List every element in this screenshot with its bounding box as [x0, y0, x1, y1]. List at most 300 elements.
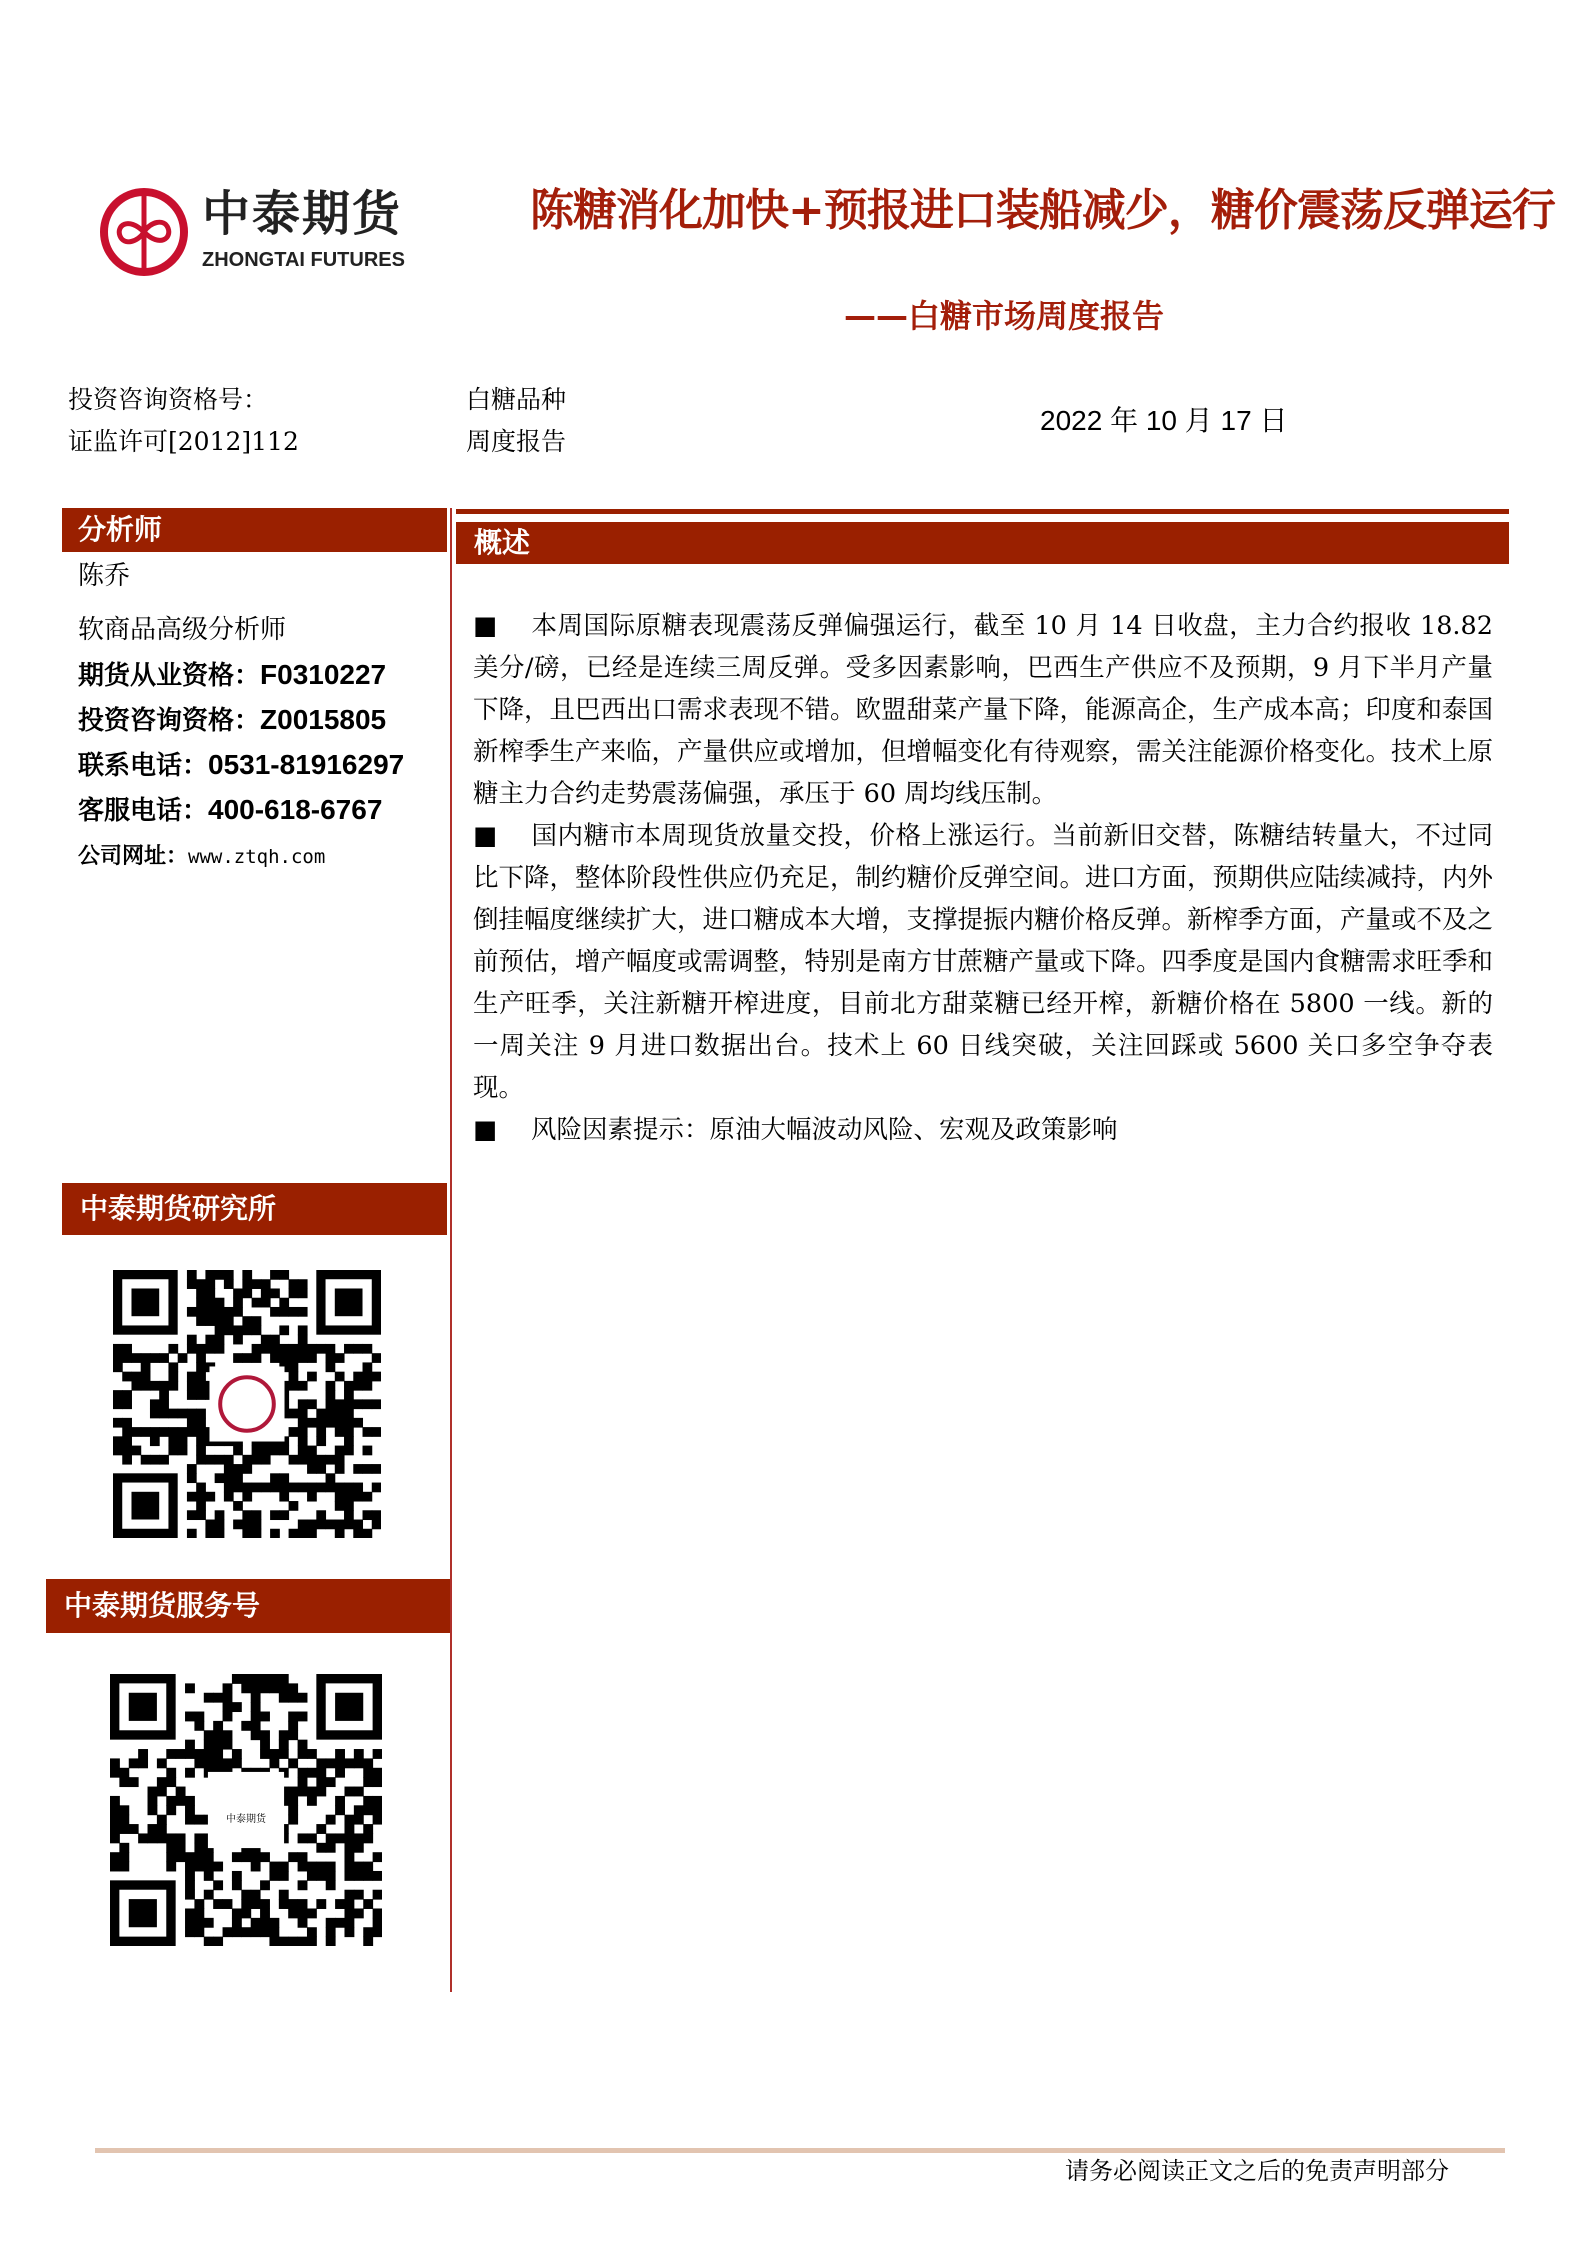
qr-module	[205, 1316, 215, 1326]
qr-module	[159, 1381, 169, 1391]
qr-module	[363, 1529, 373, 1538]
qr-module	[204, 1862, 214, 1872]
qr-module	[326, 1862, 336, 1872]
qr-module	[363, 1777, 373, 1787]
qr-module	[122, 1353, 132, 1363]
qr-module	[232, 1880, 242, 1890]
qr-module	[131, 1288, 159, 1316]
qr-module	[344, 1927, 354, 1937]
qr-module	[251, 1730, 261, 1740]
qr-module	[261, 1335, 271, 1345]
qr-module	[223, 1899, 233, 1909]
qr-module	[279, 1683, 289, 1693]
overview-heading: 概述	[456, 522, 1509, 564]
qr-module	[335, 1749, 345, 1759]
qr-module	[344, 1862, 354, 1872]
qr-module	[373, 1871, 382, 1881]
qr-module	[110, 1768, 120, 1778]
qr-module	[260, 1683, 270, 1693]
qr-module	[204, 1852, 214, 1862]
qr-module	[185, 1749, 195, 1759]
qr-module	[205, 1492, 215, 1502]
qr-module	[196, 1307, 206, 1317]
qr-module	[344, 1758, 354, 1768]
qr-module	[176, 1843, 186, 1853]
qr-module	[185, 1852, 195, 1862]
qr-module	[344, 1787, 354, 1797]
logo-text-en: ZHONGTAI FUTURES	[202, 249, 405, 271]
qr-module	[110, 1833, 120, 1843]
qr-module	[363, 1344, 373, 1354]
qr-module	[335, 1446, 345, 1456]
qr-module	[113, 1418, 123, 1428]
qr-module	[316, 1824, 326, 1834]
qr-module	[307, 1372, 317, 1382]
qr-module	[316, 1768, 326, 1778]
qr-module	[269, 1937, 279, 1946]
qr-module	[298, 1693, 308, 1703]
qr-module	[316, 1427, 326, 1437]
qr-module	[354, 1908, 364, 1918]
qr-module	[363, 1805, 373, 1815]
qr-module	[269, 1683, 279, 1693]
qr-module	[260, 1880, 270, 1890]
qr-module	[298, 1399, 308, 1409]
qr-module	[110, 1805, 120, 1815]
qr-module	[113, 1353, 123, 1363]
qr-module	[119, 1852, 129, 1862]
qr-module	[150, 1409, 160, 1419]
qr-module	[194, 1908, 204, 1918]
qr-module	[298, 1899, 308, 1909]
qr-module	[289, 1455, 299, 1465]
qr-module	[187, 1335, 197, 1345]
qr-module	[260, 1908, 270, 1918]
qr-module	[353, 1381, 363, 1391]
institute-heading: 中泰期货研究所	[62, 1183, 447, 1235]
qr-module	[335, 1758, 345, 1768]
qr-module	[354, 1815, 364, 1825]
service-heading: 中泰期货服务号	[46, 1579, 450, 1633]
qr-module	[176, 1852, 186, 1862]
qr-module	[215, 1298, 225, 1308]
qr-module	[251, 1702, 261, 1712]
qr-module	[288, 1796, 298, 1806]
qr-module	[157, 1787, 167, 1797]
qr-module	[326, 1918, 336, 1928]
qr-module	[261, 1298, 271, 1308]
qr-module	[129, 1899, 157, 1927]
qr-module	[288, 1815, 298, 1825]
qr-module	[242, 1316, 252, 1326]
qr-module	[270, 1344, 280, 1354]
qr-module	[335, 1483, 345, 1493]
institute-qr-code	[113, 1270, 381, 1538]
qr-module	[344, 1390, 354, 1400]
qr-module	[196, 1353, 206, 1363]
qr-module	[215, 1344, 225, 1354]
qr-module	[344, 1409, 354, 1419]
qr-module	[288, 1712, 298, 1722]
qr-module	[261, 1446, 271, 1456]
qr-module	[252, 1455, 262, 1465]
qr-module	[289, 1483, 299, 1493]
qr-module	[298, 1418, 308, 1428]
qr-module	[307, 1455, 317, 1465]
qr-module	[270, 1335, 280, 1345]
paragraph-text: 风险因素提示：原油大幅波动风险、宏观及政策影响	[531, 1115, 1118, 1145]
footer-disclaimer: 请务必阅读正文之后的免责声明部分	[1065, 2157, 1449, 2185]
qr-module	[122, 1427, 132, 1437]
qr-module	[194, 1862, 204, 1872]
futures-label: 期货从业资格：	[78, 661, 261, 691]
qr-module	[129, 1758, 139, 1768]
qr-module	[131, 1492, 159, 1520]
qr-module	[344, 1344, 354, 1354]
qr-module	[119, 1805, 129, 1815]
qr-module	[373, 1796, 382, 1806]
qr-module	[110, 1796, 120, 1806]
qr-module	[150, 1455, 160, 1465]
qr-module	[363, 1871, 373, 1881]
qr-module	[335, 1768, 345, 1778]
qr-module	[233, 1464, 243, 1474]
qr-module	[270, 1270, 280, 1280]
qr-module	[196, 1446, 206, 1456]
qr-module	[213, 1693, 223, 1703]
qr-module	[344, 1890, 354, 1900]
qr-module	[270, 1483, 280, 1493]
qr-module	[178, 1353, 188, 1363]
qr-module	[260, 1730, 270, 1740]
qr-module	[353, 1418, 363, 1428]
qr-module	[148, 1796, 158, 1806]
qr-module	[196, 1372, 206, 1382]
qr-module	[251, 1674, 261, 1684]
qr-module	[242, 1270, 252, 1280]
qr-module	[223, 1683, 233, 1693]
qr-module	[204, 1758, 214, 1768]
qr-module	[363, 1768, 373, 1778]
qr-module	[307, 1787, 317, 1797]
qr-module	[224, 1307, 234, 1317]
bullet-icon: ■	[473, 821, 498, 851]
qr-module	[261, 1288, 271, 1298]
qr-module	[269, 1918, 279, 1928]
qr-module	[307, 1399, 317, 1409]
qr-module	[316, 1436, 326, 1446]
qr-module	[141, 1455, 151, 1465]
qr-module	[138, 1758, 148, 1768]
qr-module	[326, 1843, 336, 1853]
qr-module	[373, 1777, 382, 1787]
qr-module	[354, 1758, 364, 1768]
qr-module	[344, 1418, 354, 1428]
qr-module	[159, 1353, 169, 1363]
qr-module	[298, 1740, 308, 1750]
qr-module	[326, 1418, 336, 1428]
qr-module	[241, 1899, 251, 1909]
qr-module	[279, 1446, 289, 1456]
qr-module	[187, 1529, 197, 1538]
qr-module	[131, 1353, 141, 1363]
qr-module	[316, 1758, 326, 1768]
qr-module	[252, 1520, 262, 1530]
qr-module	[279, 1473, 289, 1483]
qr-module	[270, 1529, 280, 1538]
qr-module	[288, 1805, 298, 1815]
qr-module	[344, 1501, 354, 1511]
qr-module	[354, 1843, 364, 1853]
qr-module	[223, 1693, 233, 1703]
qr-module	[168, 1372, 178, 1382]
qr-module	[168, 1446, 178, 1456]
qr-module	[204, 1871, 214, 1881]
qr-module	[279, 1674, 289, 1684]
qr-module	[298, 1918, 308, 1928]
qr-module	[241, 1908, 251, 1918]
qr-module	[252, 1325, 262, 1335]
qr-module	[307, 1344, 317, 1354]
qr-module	[196, 1427, 206, 1437]
overview-paragraph	[473, 815, 1493, 1109]
qr-module	[187, 1279, 197, 1289]
qr-module	[288, 1693, 298, 1703]
qr-module	[122, 1390, 132, 1400]
qr-module	[373, 1768, 382, 1778]
qr-module	[168, 1436, 178, 1446]
qr-module	[326, 1520, 336, 1530]
qr-module	[372, 1353, 381, 1363]
paragraph-text: 国内糖市本周现货放量交投，价格上涨运行。当前新旧交替，陈糖结转量大，不过同比下降，整体阶段性供应仍充足，制约糖价反弹空间。进口方面，预期供应陆续减持，内外倒挂幅度继续扩大，进口糖成本大增，支撑提振内糖价格反弹。新榨季方面，产量或不及之前预估，增产幅度或需调整，特别是南方甘蔗糖产量或下降。四季度是国内食糖需求旺季和生产旺季，关注新糖开榨进度，目前北方甜菜糖已经开榨，新糖价格在 5800 一线。新的一周关注 9 月进口数据出台。技术上 60 日线突破，关注回踩或 5600 关口多空争夺表现。	[473, 821, 1494, 1103]
qr-module	[185, 1862, 195, 1872]
qr-module	[335, 1353, 345, 1363]
analyst-title: 软商品高级分析师	[78, 615, 287, 645]
qr-module	[326, 1399, 336, 1409]
qr-module	[157, 1815, 167, 1825]
qr-module	[251, 1918, 261, 1928]
phone-value: 0531-81916297	[208, 749, 405, 780]
qr-module	[298, 1325, 308, 1335]
qr-module	[224, 1473, 234, 1483]
qr-module	[298, 1427, 308, 1437]
overview-paragraph	[473, 1109, 1493, 1151]
bullet-icon: ■	[473, 1115, 498, 1145]
qr-module	[148, 1824, 158, 1834]
qr-module	[166, 1833, 176, 1843]
qr-module	[353, 1529, 363, 1538]
qr-module	[289, 1529, 299, 1538]
qr-module	[224, 1483, 234, 1493]
qr-module	[150, 1399, 160, 1409]
qr-module	[279, 1937, 289, 1946]
qr-module	[131, 1427, 141, 1437]
qr-module	[326, 1927, 336, 1937]
qr-module	[307, 1353, 317, 1363]
qr-module	[215, 1270, 225, 1280]
qr-module	[298, 1483, 308, 1493]
qr-module	[196, 1409, 206, 1419]
qr-module	[194, 1758, 204, 1768]
qr-module	[372, 1399, 381, 1409]
qr-module	[307, 1446, 317, 1456]
qr-module	[344, 1381, 354, 1391]
qr-module	[131, 1381, 141, 1391]
qr-module	[242, 1279, 252, 1289]
qr-module	[215, 1307, 225, 1317]
qr-module	[113, 1446, 123, 1456]
qr-module	[363, 1927, 373, 1937]
qr-module	[288, 1908, 298, 1918]
qr-module	[353, 1344, 363, 1354]
qr-module	[129, 1693, 157, 1721]
qr-module	[178, 1446, 188, 1456]
qr-module	[270, 1510, 280, 1520]
qr-module	[298, 1768, 308, 1778]
qr-module	[335, 1409, 345, 1419]
qr-module	[252, 1279, 262, 1289]
qr-module	[252, 1353, 262, 1363]
qr-module	[316, 1520, 326, 1530]
qr-module	[204, 1890, 214, 1900]
qr-module	[215, 1520, 225, 1530]
analyst-heading: 分析师	[62, 508, 447, 552]
qr-module	[129, 1824, 139, 1834]
qr-module	[307, 1483, 317, 1493]
qr-module	[196, 1510, 206, 1520]
qr-module	[373, 1890, 382, 1900]
logo-text-cn: 中泰期货	[202, 186, 403, 242]
qr-module	[166, 1862, 176, 1872]
qr-module	[354, 1833, 364, 1843]
qr-module	[157, 1824, 167, 1834]
qr-module	[289, 1344, 299, 1354]
qr-module	[242, 1510, 252, 1520]
qr-module	[269, 1927, 279, 1937]
qr-module	[316, 1455, 326, 1465]
qr-module	[242, 1353, 252, 1363]
qr-center-logo-caption: 中泰期货	[212, 1780, 280, 1840]
qr-module	[316, 1483, 326, 1493]
qr-module	[223, 1730, 233, 1740]
qr-module	[269, 1758, 279, 1768]
qr-module	[205, 1279, 215, 1289]
qr-module	[307, 1833, 317, 1843]
qr-module	[353, 1520, 363, 1530]
qr-module	[176, 1749, 186, 1759]
qr-module	[196, 1455, 206, 1465]
qr-module	[372, 1372, 381, 1382]
qr-module	[110, 1862, 120, 1872]
consult-label: 投资咨询资格：	[78, 706, 261, 736]
qr-module	[187, 1381, 197, 1391]
qr-module	[194, 1712, 204, 1722]
qr-module	[335, 1418, 345, 1428]
qr-module	[363, 1446, 373, 1456]
qr-module	[260, 1740, 270, 1750]
web-link[interactable]: www.ztqh.com	[188, 846, 326, 868]
qr-module	[298, 1446, 308, 1456]
qr-module	[113, 1344, 123, 1354]
qr-module	[260, 1927, 270, 1937]
qr-module	[373, 1749, 382, 1759]
qr-module	[344, 1492, 354, 1502]
qr-module	[289, 1353, 299, 1363]
qr-module	[224, 1270, 234, 1280]
qr-module	[166, 1796, 176, 1806]
qr-module	[194, 1918, 204, 1928]
qr-module	[344, 1871, 354, 1881]
qr-module	[232, 1871, 242, 1881]
qr-module	[232, 1927, 242, 1937]
qr-module	[298, 1908, 308, 1918]
qr-module	[279, 1693, 289, 1703]
qr-module	[129, 1777, 139, 1787]
qr-module	[289, 1307, 299, 1317]
qr-module	[187, 1409, 197, 1419]
qr-module	[269, 1749, 279, 1759]
qr-module	[251, 1712, 261, 1722]
qr-module	[168, 1344, 178, 1354]
qr-module	[148, 1833, 158, 1843]
qr-module	[113, 1399, 123, 1409]
qr-module	[307, 1492, 317, 1502]
qr-module	[307, 1464, 317, 1474]
qr-module	[298, 1937, 308, 1946]
qr-module	[279, 1749, 289, 1759]
qr-module	[196, 1390, 206, 1400]
qr-module	[261, 1279, 271, 1289]
qr-module	[196, 1316, 206, 1326]
qr-module	[241, 1890, 251, 1900]
qr-module	[166, 1777, 176, 1787]
qr-module	[307, 1937, 317, 1946]
qr-module	[307, 1871, 317, 1881]
futures-value: F0310227	[260, 659, 387, 690]
qr-module	[326, 1871, 336, 1881]
qr-module	[326, 1381, 336, 1391]
qr-module	[288, 1787, 298, 1797]
qr-module	[252, 1483, 262, 1493]
qr-module	[270, 1446, 280, 1456]
qr-module	[119, 1824, 129, 1834]
qr-module	[260, 1899, 270, 1909]
qr-module	[326, 1455, 336, 1465]
qr-module	[288, 1730, 298, 1740]
qr-module	[269, 1871, 279, 1881]
analyst-name: 陈乔	[78, 561, 131, 591]
company-website	[78, 842, 325, 872]
qr-module	[279, 1871, 289, 1881]
qr-module	[307, 1768, 317, 1778]
qr-module	[215, 1335, 225, 1345]
qr-module	[326, 1880, 336, 1890]
qr-module	[298, 1712, 308, 1722]
qr-module	[233, 1307, 243, 1317]
qr-module	[326, 1473, 336, 1483]
qr-module	[159, 1390, 169, 1400]
qr-module	[204, 1918, 214, 1928]
qr-module	[363, 1427, 373, 1437]
qr-module	[196, 1288, 206, 1298]
qr-module	[307, 1749, 317, 1759]
qr-module	[194, 1852, 204, 1862]
qr-module	[335, 1372, 345, 1382]
qr-module	[251, 1927, 261, 1937]
qr-module	[251, 1683, 261, 1693]
qr-module	[344, 1399, 354, 1409]
qr-module	[260, 1674, 270, 1684]
